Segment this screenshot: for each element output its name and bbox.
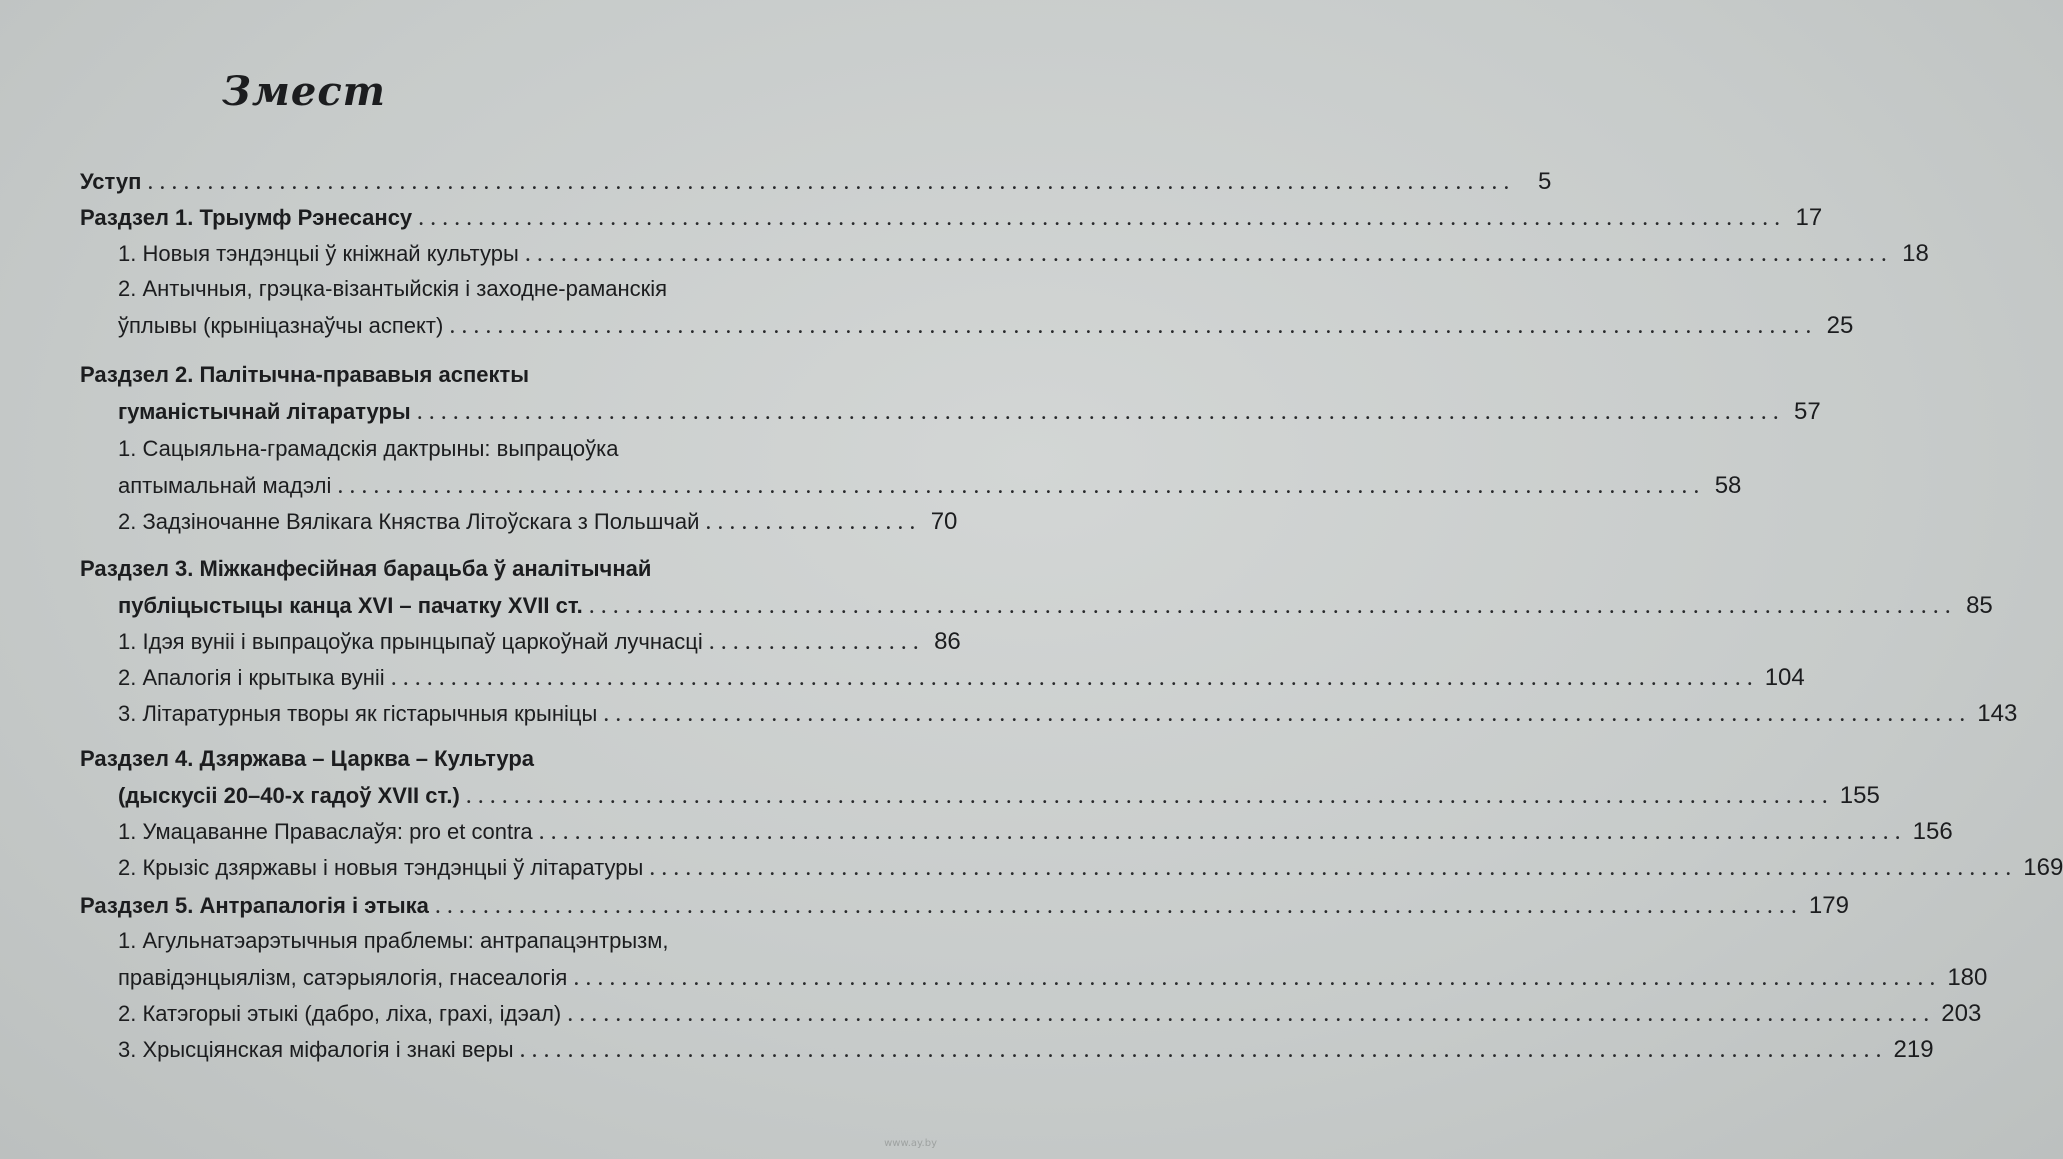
toc-entry-title: 2. Крызіс дзяржавы і новыя тэндэнцыі ў літаратуры — [118, 855, 644, 880]
toc-page-number: 219 — [1893, 1036, 1934, 1063]
toc-entry-intro — [80, 168, 1552, 204]
toc-section-4-line1 — [80, 746, 890, 782]
leader-dots: .................................................................................................................. — [538, 819, 1907, 845]
toc-page-number: 5 — [1538, 168, 1552, 195]
toc-entry-title: гуманістычнай літаратуры — [118, 399, 411, 424]
toc-entry-title: 2. Антычныя, грэцка-візантыйскія і заходне-раманскія — [118, 276, 668, 301]
toc-entry-title: Раздзел 1. Трыумф Рэнесансу — [80, 205, 413, 230]
toc-entry-1-2-line2 — [118, 312, 1854, 348]
toc-page-number: 57 — [1794, 398, 1821, 425]
toc-entry-5-1-line2 — [118, 964, 1988, 1000]
toc-entry-title: 3. Хрысціянская міфалогія і знакі веры — [118, 1037, 514, 1062]
toc-entry-4-2 — [118, 854, 2063, 890]
toc-entry-3-3 — [118, 700, 2018, 736]
leader-dots: .................................................................................................................. — [465, 783, 1834, 809]
toc-page-number: 180 — [1947, 964, 1988, 991]
toc-page-number: 18 — [1902, 240, 1929, 267]
toc-entry-title: Раздзел 2. Палітычна-прававыя аспекты — [80, 362, 530, 387]
toc-entry-2-1-line2 — [118, 472, 1742, 508]
toc-section-2-line2 — [118, 398, 1821, 434]
toc-page-number: 58 — [1714, 472, 1742, 499]
leader-dots: .................................................................................................................. — [337, 473, 1706, 499]
toc-section-2-line1 — [80, 362, 890, 398]
toc-entry-5-1-line1 — [118, 928, 890, 964]
toc-entry-2-2 — [118, 508, 958, 544]
leader-dots: .................................................................................................................. — [603, 701, 1972, 727]
toc-page-number: 85 — [1966, 592, 1993, 619]
toc-page-number: 169 — [2023, 854, 2063, 881]
toc-entry-title: правідэнцыялізм, сатэрыялогія, гнасеалогія — [118, 965, 568, 990]
toc-page-number: 86 — [934, 628, 961, 655]
leader-dots: .................. — [708, 629, 925, 655]
toc-entry-title: 1. Ідэя вуніі і выпрацоўка прынцыпаў царкоўнай лучнасці — [118, 629, 703, 654]
toc-entry-5-2 — [118, 1000, 1982, 1036]
toc-section-1 — [80, 204, 1823, 240]
toc-entry-3-1 — [118, 628, 961, 664]
toc-entry-title: 1. Новыя тэндэнцыі ў кніжнай культуры — [118, 241, 519, 266]
toc-page-number: 156 — [1912, 818, 1953, 845]
toc-entry-title: (дыскусіі 20–40-х гадоў XVII ст.) — [118, 783, 460, 808]
toc-entry-1-2-line1 — [118, 276, 890, 312]
leader-dots: .................................................................................................................. — [649, 855, 2018, 881]
leader-dots: .................................................................................................................. — [449, 313, 1818, 339]
toc-page-number: 155 — [1839, 782, 1880, 809]
toc-entry-title: Уступ — [80, 169, 142, 194]
leader-dots: .................................................................................................................. — [390, 665, 1759, 691]
leader-dots: .................................................................................................................. — [588, 593, 1957, 619]
toc-entry-title: 1. Сацыяльна-грамадскія дактрыны: выпрацоўка — [118, 436, 619, 461]
leader-dots: .................. — [705, 509, 922, 535]
leader-dots: .................................................................................................................. — [418, 205, 1787, 231]
toc-section-3-line2 — [118, 592, 1993, 628]
toc-entry-title: ўплывы (крыніцазнаўчы аспект) — [118, 313, 444, 338]
toc-entry-title: 2. Задзіночанне Вялікага Княства Літоўскага з Польшчай — [118, 509, 700, 534]
toc-entry-title: 2. Апалогія і крытыка вуніі — [118, 665, 385, 690]
toc-page-number: 25 — [1826, 312, 1854, 339]
toc-section-5 — [80, 892, 1849, 928]
toc-entry-2-1-line1 — [118, 436, 890, 472]
toc-entry-title: 1. Умацаванне Праваслаўя: pro et contra — [118, 819, 533, 844]
toc-page-number: 104 — [1764, 664, 1805, 691]
page-title: Змест — [222, 68, 387, 115]
leader-dots: .................................................................................................................. — [147, 169, 1516, 195]
toc-entry-4-1 — [118, 818, 1953, 854]
toc-entry-5-3 — [118, 1036, 1934, 1072]
toc-section-4-line2 — [118, 782, 1880, 818]
toc-entry-title: 1. Агульнатэарэтычныя праблемы: антрапацэнтрызм, — [118, 928, 669, 953]
toc-section-3-line1 — [80, 556, 890, 592]
toc-entry-1-1 — [118, 240, 1929, 276]
watermark-text: www.ay.by — [884, 1138, 937, 1149]
leader-dots: .................................................................................................................. — [416, 399, 1785, 425]
toc-page-number: 203 — [1941, 1000, 1982, 1027]
toc-entry-title: 3. Літаратурныя творы як гістарычныя крыніцы — [118, 701, 598, 726]
toc-entry-title: 2. Катэгорыі этыкі (дабро, ліха, грахі, ідэал) — [118, 1001, 562, 1026]
toc-page-number: 143 — [1977, 700, 2018, 727]
toc-entry-title: Раздзел 4. Дзяржава – Царква – Культура — [80, 746, 535, 771]
leader-dots: .................................................................................................................. — [519, 1037, 1888, 1063]
toc-entry-title: аптымальнай мадэлі — [118, 473, 332, 498]
toc-page-number: 70 — [930, 508, 958, 535]
toc-entry-title: публіцыстыцы канца XVI – пачатку XVII ст. — [118, 593, 583, 618]
toc-page-number: 179 — [1808, 892, 1849, 919]
toc-entry-3-2 — [118, 664, 1805, 700]
leader-dots: .................................................................................................................. — [573, 965, 1942, 991]
toc-entry-title: Раздзел 3. Міжканфесійная барацьба ў аналітычнай — [80, 556, 652, 581]
leader-dots: .................................................................................................................. — [567, 1001, 1936, 1027]
toc-page-number: 17 — [1795, 204, 1823, 231]
leader-dots: .................................................................................................................. — [434, 893, 1803, 919]
leader-dots: .................................................................................................................. — [524, 241, 1893, 267]
toc-entry-title: Раздзел 5. Антрапалогія і этыка — [80, 893, 429, 918]
